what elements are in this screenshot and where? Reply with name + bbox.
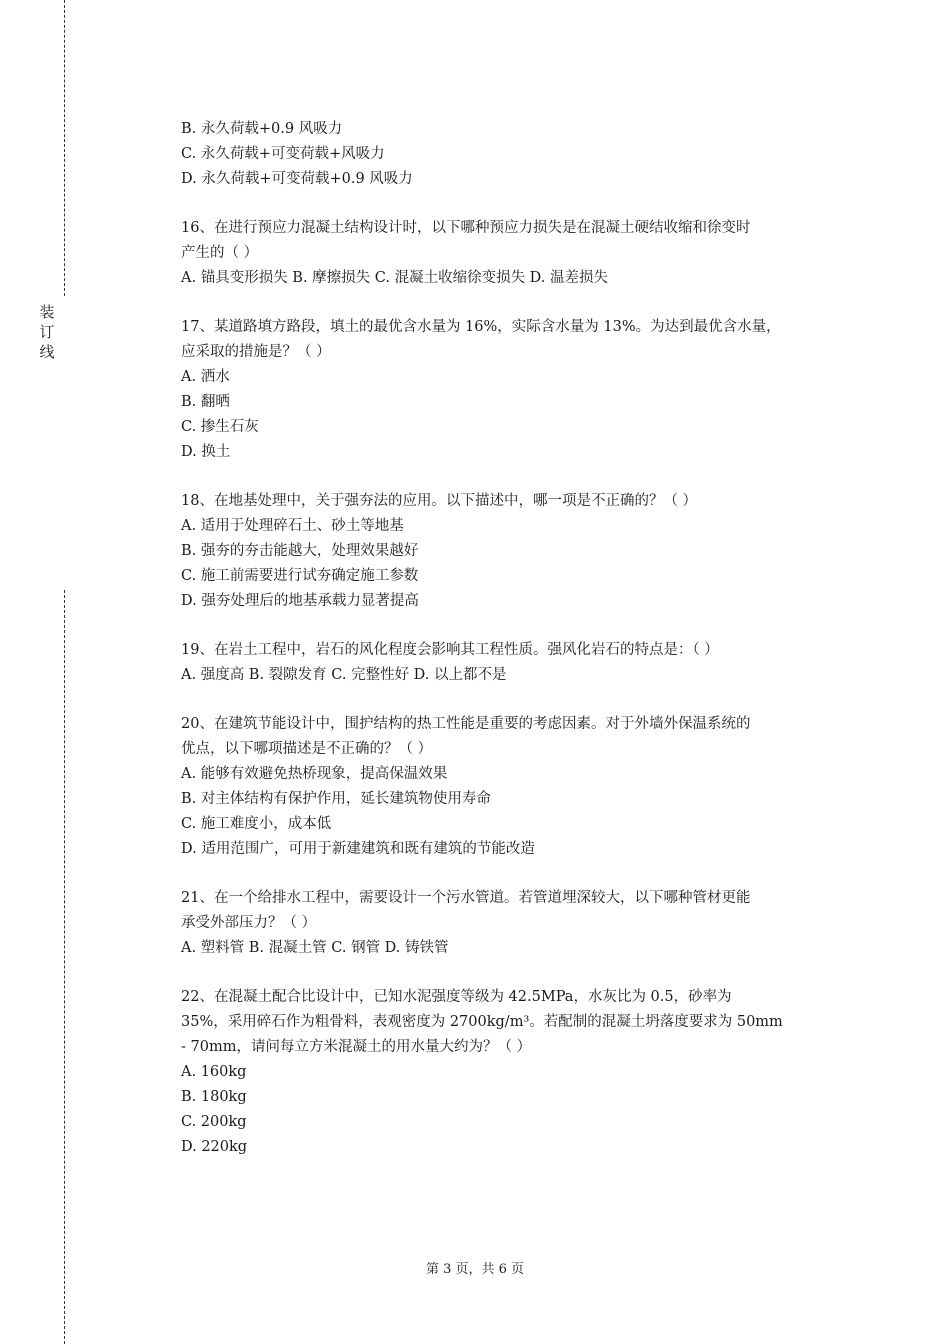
- question-stem-line: 优点，以下哪项描述是不正确的？（ ）: [181, 741, 433, 757]
- question-content: [181, 117, 861, 1184]
- option-line: A. 锚具变形损失 B. 摩擦损失 C. 混凝土收缩徐变损失 D. 温差损失: [181, 270, 609, 286]
- option-line: B. 翻晒: [181, 394, 230, 410]
- option-line: A. 洒水: [181, 369, 230, 385]
- question-19: [181, 638, 861, 688]
- question-stem-line: 承受外部压力？（ ）: [181, 915, 317, 931]
- option-line: C. 200kg: [181, 1114, 247, 1130]
- binding-line-label: [38, 302, 56, 362]
- option-line: A. 能够有效避免热桥现象，提高保温效果: [181, 766, 448, 782]
- binding-char: 订: [39, 323, 55, 341]
- option-line: A. 适用于处理碎石土、砂土等地基: [181, 518, 404, 534]
- question-stem-line: 17、某道路填方路段，填土的最优含水量为 16%，实际含水量为 13%。为达到最优含水量，: [181, 319, 781, 335]
- option-line: D. 适用范围广，可用于新建建筑和既有建筑的节能改造: [181, 841, 535, 857]
- option-line: B. 对主体结构有保护作用，延长建筑物使用寿命: [181, 791, 491, 807]
- question-stem-line: 19、在岩土工程中，岩石的风化程度会影响其工程性质。强风化岩石的特点是：（ ）: [181, 642, 719, 658]
- option-line: D. 换土: [181, 444, 231, 460]
- option-line: C. 永久荷载+可变荷载+风吸力: [181, 146, 385, 162]
- question-22: [181, 985, 861, 1160]
- question-18: [181, 489, 861, 614]
- binding-char: 线: [39, 343, 55, 361]
- option-line: B. 180kg: [181, 1089, 247, 1105]
- question-21: [181, 886, 861, 961]
- question-20: [181, 712, 861, 862]
- question-stem-line: 16、在进行预应力混凝土结构设计时，以下哪种预应力损失是在混凝土硬结收缩和徐变时: [181, 220, 751, 236]
- continued-options-block: [181, 117, 861, 192]
- option-line: D. 220kg: [181, 1139, 248, 1155]
- question-stem-line: 21、在一个给排水工程中，需要设计一个污水管道。若管道埋深较大，以下哪种管材更能: [181, 890, 751, 906]
- option-line: C. 掺生石灰: [181, 419, 259, 435]
- option-line: A. 强度高 B. 裂隙发育 C. 完整性好 D. 以上都不是: [181, 667, 507, 683]
- option-line: C. 施工难度小，成本低: [181, 816, 332, 832]
- option-line: B. 强夯的夯击能越大，处理效果越好: [181, 543, 419, 559]
- option-line: B. 永久荷载+0.9 风吸力: [181, 121, 343, 137]
- question-stem-line: 18、在地基处理中，关于强夯法的应用。以下描述中，哪一项是不正确的？（ ）: [181, 493, 698, 509]
- question-stem-line: 35%，采用碎石作为粗骨料，表观密度为 2700kg/m³。若配制的混凝土坍落度要求为 50mm: [181, 1014, 783, 1030]
- page-number-footer: 第 3 页，共 6 页: [425, 1262, 525, 1277]
- question-16: [181, 216, 861, 291]
- binding-dashed-line-bottom: [64, 590, 65, 1344]
- option-line: A. 160kg: [181, 1064, 247, 1080]
- question-stem-line: 22、在混凝土配合比设计中，已知水泥强度等级为 42.5MPa，水灰比为 0.5，砂率为: [181, 989, 732, 1005]
- question-stem-line: - 70mm，请问每立方米混凝土的用水量大约为？（ ）: [181, 1039, 532, 1055]
- binding-char: 装: [39, 303, 55, 321]
- question-stem-line: 20、在建筑节能设计中，围护结构的热工性能是重要的考虑因素。对于外墙外保温系统的: [181, 716, 751, 732]
- question-17: [181, 315, 861, 465]
- option-line: A. 塑料管 B. 混凝土管 C. 钢管 D. 铸铁管: [181, 940, 449, 956]
- binding-dashed-line-top: [64, 0, 65, 296]
- option-line: D. 永久荷载+可变荷载+0.9 风吸力: [181, 171, 413, 187]
- option-line: D. 强夯处理后的地基承载力显著提高: [181, 593, 419, 609]
- question-stem-line: 产生的（ ）: [181, 245, 259, 261]
- option-line: C. 施工前需要进行试夯确定施工参数: [181, 568, 419, 584]
- question-stem-line: 应采取的措施是？（ ）: [181, 344, 331, 360]
